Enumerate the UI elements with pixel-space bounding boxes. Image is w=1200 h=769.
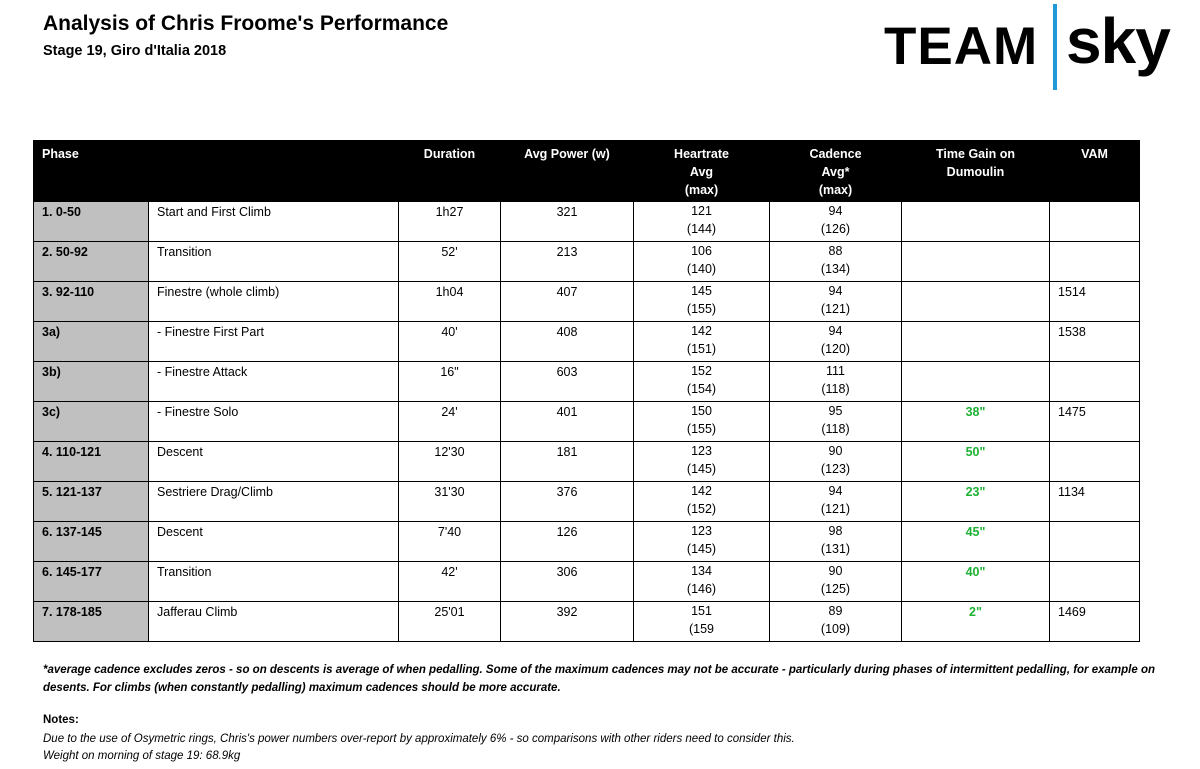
heartrate-max: (152) (686, 502, 717, 516)
cadence-avg: 111 (825, 364, 845, 378)
cadence-max: (121) (820, 302, 851, 316)
cadence-footnote: *average cadence excludes zeros - so on descents is average of when pedalling. Some of the maximum cadences may not be accurate - particularly during phases of intermittent pedalling, for example on desents. For climbs (when constantly pedalling) maximum cadences should be more accurate. (43, 664, 1156, 694)
duration-cell: 40' (399, 322, 501, 362)
header-avg-power: Avg Power (w) (501, 141, 634, 202)
phase-cell: 3c) (34, 402, 149, 442)
cadence-avg: 88 (828, 244, 843, 258)
description-cell: Descent (149, 522, 399, 562)
vam-cell (1050, 522, 1140, 562)
cadence-max: (126) (820, 222, 851, 236)
vam-cell (1050, 362, 1140, 402)
cadence-max: (134) (820, 262, 851, 276)
time-gain-cell (902, 202, 1050, 242)
phase-cell: 4. 110-121 (34, 442, 149, 482)
heartrate-cell (634, 362, 770, 402)
heartrate-max: (155) (686, 422, 717, 436)
table-header-row (34, 141, 1140, 202)
heartrate-cell (634, 602, 770, 642)
time-gain-cell (902, 282, 1050, 322)
table-row (34, 442, 1140, 482)
power-cell: 408 (501, 322, 634, 362)
cadence-avg: 94 (828, 204, 843, 218)
cadence-max: (123) (820, 462, 851, 476)
description-cell: Finestre (whole climb) (149, 282, 399, 322)
heartrate-cell (634, 402, 770, 442)
duration-cell: 42' (399, 562, 501, 602)
heartrate-avg: 123 (691, 524, 712, 538)
cadence-cell (770, 522, 902, 562)
logo-sky-text: sky (1066, 5, 1170, 77)
page-subtitle: Stage 19, Giro d'Italia 2018 (43, 43, 227, 59)
description-cell: Jafferau Climb (149, 602, 399, 642)
cadence-cell (770, 402, 902, 442)
power-cell: 392 (501, 602, 634, 642)
duration-cell: 52' (399, 242, 501, 282)
heartrate-avg: 134 (691, 564, 712, 578)
heartrate-cell (634, 322, 770, 362)
duration-cell: 1h04 (399, 282, 501, 322)
heartrate-max: (155) (686, 302, 717, 316)
cadence-max: (118) (821, 382, 850, 396)
phase-cell: 3. 92-110 (34, 282, 149, 322)
power-cell: 376 (501, 482, 634, 522)
phase-cell: 6. 145-177 (34, 562, 149, 602)
heartrate-cell (634, 442, 770, 482)
cadence-avg: 94 (828, 324, 843, 338)
vam-cell (1050, 442, 1140, 482)
time-gain-cell: 50" (902, 442, 1050, 482)
heartrate-cell (634, 202, 770, 242)
cadence-cell (770, 242, 902, 282)
duration-cell: 25'01 (399, 602, 501, 642)
header-vam: VAM (1050, 141, 1140, 202)
cadence-cell (770, 322, 902, 362)
note-weight: Weight on morning of stage 19: 68.9kg (43, 750, 241, 762)
duration-cell: 31'30 (399, 482, 501, 522)
heartrate-cell (634, 562, 770, 602)
table-row (34, 562, 1140, 602)
description-cell: Start and First Climb (149, 202, 399, 242)
time-gain-cell: 40" (902, 562, 1050, 602)
heartrate-avg: 151 (691, 604, 712, 618)
cadence-avg: 98 (828, 524, 843, 538)
cadence-max: (121) (820, 502, 851, 516)
description-cell: Transition (149, 242, 399, 282)
time-gain-cell: 23" (902, 482, 1050, 522)
vam-cell (1050, 242, 1140, 282)
duration-cell: 1h27 (399, 202, 501, 242)
heartrate-max: (140) (686, 262, 717, 276)
vam-cell: 1134 (1050, 482, 1140, 522)
heartrate-max: (144) (686, 222, 717, 236)
phase-cell: 1. 0-50 (34, 202, 149, 242)
header-heartrate: Heartrate Avg (max) (634, 141, 770, 202)
table-row (34, 362, 1140, 402)
vam-cell: 1514 (1050, 282, 1140, 322)
vam-cell (1050, 562, 1140, 602)
description-cell: Transition (149, 562, 399, 602)
duration-cell: 7'40 (399, 522, 501, 562)
phase-cell: 3b) (34, 362, 149, 402)
cadence-max: (118) (821, 422, 850, 436)
header-time-gain: Time Gain on Dumoulin (902, 141, 1050, 202)
time-gain-cell (902, 362, 1050, 402)
header-duration: Duration (399, 141, 501, 202)
cadence-avg: 89 (828, 604, 843, 618)
cadence-avg: 95 (828, 404, 843, 418)
cadence-avg: 94 (828, 484, 843, 498)
table-row (34, 602, 1140, 642)
time-gain-cell (902, 242, 1050, 282)
phase-cell: 3a) (34, 322, 149, 362)
cadence-cell (770, 602, 902, 642)
heartrate-cell (634, 242, 770, 282)
cadence-max: (125) (820, 582, 851, 596)
header-phase: Phase (34, 141, 399, 202)
heartrate-avg: 121 (691, 204, 712, 218)
table-row (34, 242, 1140, 282)
vam-cell (1050, 202, 1140, 242)
heartrate-avg: 106 (691, 244, 712, 258)
description-cell: - Finestre Attack (149, 362, 399, 402)
vam-cell: 1469 (1050, 602, 1140, 642)
table-row (34, 202, 1140, 242)
power-cell: 306 (501, 562, 634, 602)
heartrate-cell (634, 522, 770, 562)
description-cell: - Finestre First Part (149, 322, 399, 362)
heartrate-avg: 142 (691, 484, 712, 498)
cadence-avg: 90 (828, 564, 843, 578)
table-row (34, 482, 1140, 522)
note-osymetric: Due to the use of Osymetric rings, Chris's power numbers over-report by approximately 6% - so comparisons with other riders need to consider this. (43, 733, 795, 745)
heartrate-max: (145) (686, 542, 717, 556)
performance-table (33, 140, 1140, 642)
logo-divider-bar (1053, 4, 1057, 90)
power-cell: 401 (501, 402, 634, 442)
duration-cell: 16" (399, 362, 501, 402)
power-cell: 407 (501, 282, 634, 322)
heartrate-avg: 152 (691, 364, 712, 378)
heartrate-max: (146) (686, 582, 717, 596)
cadence-avg: 94 (828, 284, 843, 298)
description-cell: Descent (149, 442, 399, 482)
power-cell: 213 (501, 242, 634, 282)
heartrate-max: (145) (686, 462, 717, 476)
cadence-max: (131) (820, 542, 851, 556)
table-row (34, 282, 1140, 322)
vam-cell: 1475 (1050, 402, 1140, 442)
duration-cell: 12'30 (399, 442, 501, 482)
cadence-cell (770, 202, 902, 242)
notes-heading: Notes: (43, 714, 79, 726)
cadence-cell (770, 562, 902, 602)
phase-cell: 6. 137-145 (34, 522, 149, 562)
table-row (34, 402, 1140, 442)
phase-cell: 5. 121-137 (34, 482, 149, 522)
time-gain-cell: 45" (902, 522, 1050, 562)
table-row (34, 322, 1140, 362)
phase-cell: 2. 50-92 (34, 242, 149, 282)
phase-cell: 7. 178-185 (34, 602, 149, 642)
heartrate-cell (634, 282, 770, 322)
vam-cell: 1538 (1050, 322, 1140, 362)
description-cell: - Finestre Solo (149, 402, 399, 442)
time-gain-cell: 2" (902, 602, 1050, 642)
logo-team-text: TEAM (884, 17, 1039, 76)
cadence-max: (109) (820, 622, 851, 636)
heartrate-max: (151) (686, 342, 717, 356)
header-cadence: Cadence Avg* (max) (770, 141, 902, 202)
time-gain-cell: 38" (902, 402, 1050, 442)
heartrate-cell (634, 482, 770, 522)
heartrate-max: (159 (688, 622, 715, 636)
duration-cell: 24' (399, 402, 501, 442)
team-sky-logo (884, 4, 1194, 94)
table-row (34, 522, 1140, 562)
power-cell: 126 (501, 522, 634, 562)
power-cell: 321 (501, 202, 634, 242)
power-cell: 181 (501, 442, 634, 482)
cadence-cell (770, 482, 902, 522)
time-gain-cell (902, 322, 1050, 362)
cadence-cell (770, 362, 902, 402)
heartrate-avg: 150 (691, 404, 712, 418)
heartrate-avg: 123 (691, 444, 712, 458)
heartrate-max: (154) (686, 382, 717, 396)
cadence-cell (770, 282, 902, 322)
description-cell: Sestriere Drag/Climb (149, 482, 399, 522)
cadence-cell (770, 442, 902, 482)
heartrate-avg: 145 (691, 284, 712, 298)
page-title: Analysis of Chris Froome's Performance (43, 12, 449, 35)
cadence-max: (120) (820, 342, 851, 356)
power-cell: 603 (501, 362, 634, 402)
heartrate-avg: 142 (691, 324, 712, 338)
cadence-avg: 90 (828, 444, 843, 458)
